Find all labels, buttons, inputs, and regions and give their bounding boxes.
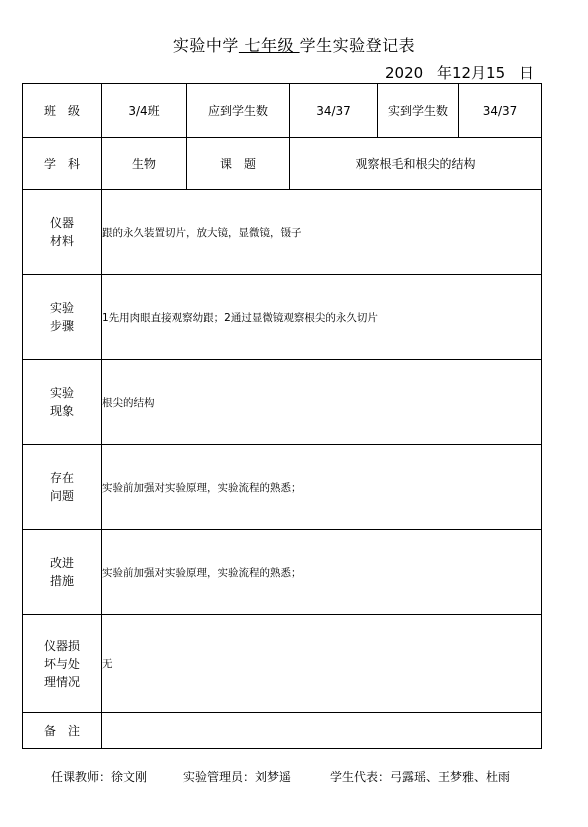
subject-label: 学 科 bbox=[23, 138, 102, 190]
remarks-value bbox=[102, 713, 542, 749]
school-name: 实验中学 bbox=[172, 36, 239, 55]
phenomenon-label-line-2: 现象 bbox=[49, 404, 74, 418]
damage-label-line-3: 理情况 bbox=[43, 674, 80, 689]
expected-students-label: 应到学生数 bbox=[187, 84, 290, 138]
problems-value: 实验前加强对实验原理，实验流程的熟悉； bbox=[102, 445, 542, 530]
form-date bbox=[385, 62, 534, 83]
table-row bbox=[23, 615, 542, 713]
improvements-label-line-1: 改进 bbox=[49, 556, 74, 570]
damage-label bbox=[23, 615, 102, 713]
actual-students-value: 34/37 bbox=[459, 84, 542, 138]
table-row bbox=[23, 190, 542, 275]
problems-label-line-1: 存在 bbox=[49, 471, 74, 485]
instruments-value: 跟的永久装置切片，放大镜，显微镜，镊子 bbox=[102, 190, 542, 275]
steps-label bbox=[23, 275, 102, 360]
lab-manager-signature: 实验管理员：刘梦遥 bbox=[183, 770, 292, 784]
table-row bbox=[23, 530, 542, 615]
table-row bbox=[23, 84, 542, 138]
phenomenon-value: 根尖的结构 bbox=[102, 360, 542, 445]
actual-students-label: 实到学生数 bbox=[378, 84, 459, 138]
grade-name: 七年级 bbox=[238, 36, 300, 55]
damage-value: 无 bbox=[102, 615, 542, 713]
expected-students-value: 34/37 bbox=[290, 84, 378, 138]
subject-value: 生物 bbox=[102, 138, 187, 190]
improvements-label-line-2: 措施 bbox=[49, 574, 74, 588]
damage-label-line-1: 仪器损 bbox=[43, 638, 80, 653]
date-month-day: 年12月15 bbox=[436, 64, 506, 82]
class-label: 班 级 bbox=[23, 84, 102, 138]
problems-label bbox=[23, 445, 102, 530]
phenomenon-label-line-1: 实验 bbox=[49, 386, 74, 400]
instruments-label bbox=[23, 190, 102, 275]
phenomenon-label bbox=[23, 360, 102, 445]
steps-value: 1先用肉眼直接观察幼跟；2通过显微镜观察根尖的永久切片 bbox=[102, 275, 542, 360]
problems-label-line-2: 问题 bbox=[49, 489, 74, 503]
page-title bbox=[0, 33, 588, 56]
table-row bbox=[23, 445, 542, 530]
damage-label-line-2: 坏与处 bbox=[43, 656, 80, 671]
class-value: 3/4班 bbox=[102, 84, 187, 138]
steps-label-line-1: 实验 bbox=[49, 301, 74, 315]
remarks-label: 备 注 bbox=[23, 713, 102, 749]
table-row bbox=[23, 360, 542, 445]
student-representatives: 学生代表：弓露瑶、王梦雅、杜雨 bbox=[330, 770, 511, 784]
date-day-suffix: 日 bbox=[518, 64, 534, 82]
form-title: 学生实验登记表 bbox=[299, 36, 416, 55]
table-row bbox=[23, 275, 542, 360]
registration-table bbox=[22, 83, 542, 749]
instruments-label-line-1: 仪器 bbox=[49, 216, 74, 230]
improvements-label bbox=[23, 530, 102, 615]
improvements-value: 实验前加强对实验原理，实验流程的熟悉； bbox=[102, 530, 542, 615]
steps-label-line-2: 步骤 bbox=[49, 319, 74, 333]
table-row bbox=[23, 713, 542, 749]
topic-value: 观察根毛和根尖的结构 bbox=[290, 138, 542, 190]
teacher-signature: 任课教师：徐文刚 bbox=[51, 770, 148, 784]
topic-label: 课 题 bbox=[187, 138, 290, 190]
instruments-label-line-2: 材料 bbox=[49, 234, 74, 248]
date-year: 2020 bbox=[385, 64, 424, 82]
table-row bbox=[23, 138, 542, 190]
